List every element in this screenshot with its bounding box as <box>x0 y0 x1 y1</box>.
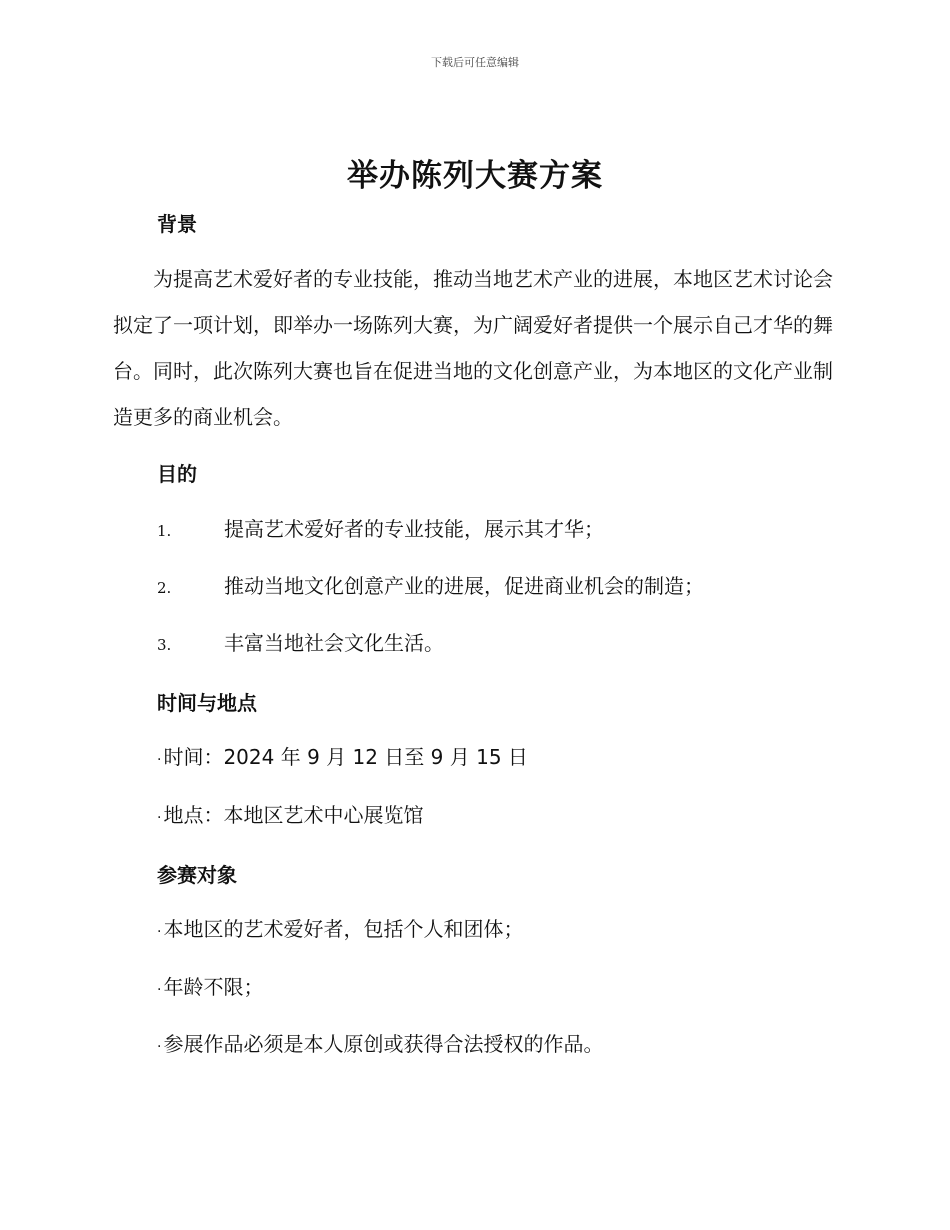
place-item <box>157 801 857 832</box>
time-text: 时间：2024 年 9 月 12 日至 9 月 15 日 <box>163 745 528 769</box>
participant-item <box>157 915 857 946</box>
section-heading-time-place: 时间与地点 <box>157 691 257 715</box>
goal-text: 推动当地文化创意产业的进展，促进商业机会的制造； <box>224 574 704 598</box>
participant-item <box>157 1030 857 1061</box>
list-number: 1. <box>157 522 172 540</box>
section-heading-goals: 目的 <box>157 462 197 486</box>
bullet-dot: · <box>157 1039 162 1055</box>
page-header-note: 下载后可任意编辑 <box>431 56 519 69</box>
goal-item <box>157 629 857 659</box>
document-title: 举办陈列大赛方案 <box>347 158 603 194</box>
list-number: 3. <box>157 636 172 654</box>
section-heading-participants: 参赛对象 <box>157 863 237 887</box>
goal-text: 丰富当地社会文化生活。 <box>224 631 444 655</box>
participant-text: 参展作品必须是本人原创或获得合法授权的作品。 <box>163 1032 604 1056</box>
bullet-dot: · <box>157 924 162 940</box>
bullet-dot: · <box>157 810 162 826</box>
participant-text: 年龄不限； <box>163 975 264 999</box>
place-text: 地点：本地区艺术中心展览馆 <box>163 803 424 827</box>
background-paragraph: 为提高艺术爱好者的专业技能，推动当地艺术产业的进展，本地区艺术讨论会拟定了一项计划，即举办一场陈列大赛，为广阔爱好者提供一个展示自己才华的舞台。同时，此次陈列大赛也旨在促进当地的文化创意产业，为本地区的文化产业制造更多的商业机会。 <box>113 267 833 429</box>
bullet-dot: · <box>157 982 162 998</box>
participant-item <box>157 973 857 1004</box>
goal-item <box>157 572 857 602</box>
section-heading-background: 背景 <box>157 212 197 236</box>
bullet-dot: · <box>157 752 162 768</box>
goal-text: 提高艺术爱好者的专业技能，展示其才华； <box>224 517 604 541</box>
time-item <box>157 743 857 774</box>
participant-text: 本地区的艺术爱好者，包括个人和团体； <box>163 917 524 941</box>
list-number: 2. <box>157 579 172 597</box>
goal-item <box>157 515 857 545</box>
